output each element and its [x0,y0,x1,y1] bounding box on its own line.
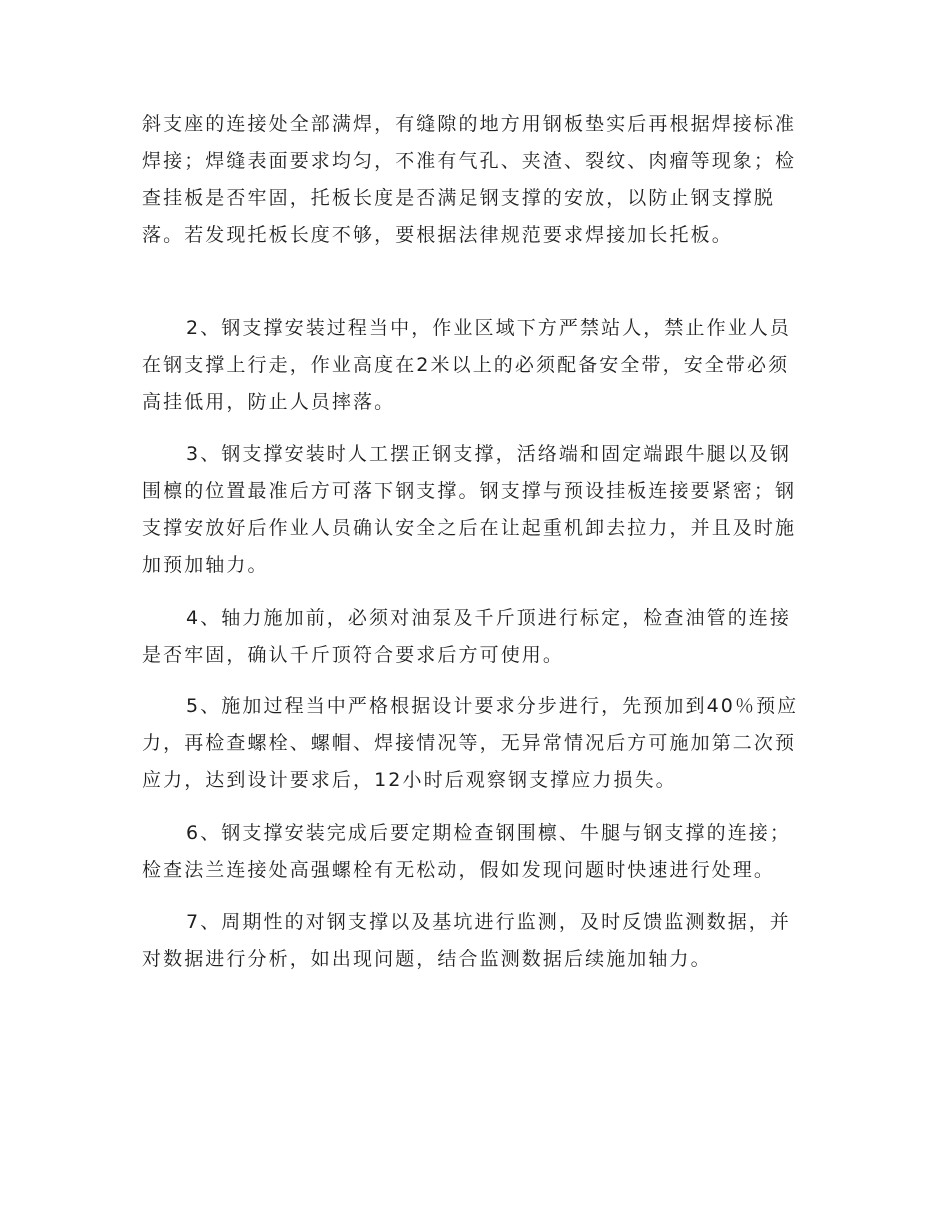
paragraph-item-4: 4、轴力施加前，必须对油泵及千斤顶进行标定，检查油管的连接是否牢固，确认千斤顶符合要求后方可使用。 [142,607,791,666]
paragraph-item-2: 2、钢支撑安装过程当中，作业区域下方严禁站人，禁止作业人员在钢支撑上行走，作业高度在2米以上的必须配备安全带，安全带必须高挂低用，防止人员摔落。 [142,317,791,413]
paragraph-item-6: 6、钢支撑安装完成后要定期检查钢围檩、牛腿与钢支撑的连接；检查法兰连接处高强螺栓有无松动，假如发现问题时快速进行处理。 [142,822,791,881]
paragraph-item-7: 7、周期性的对钢支撑以及基坑进行监测，及时反馈监测数据，并对数据进行分析，如出现问题，结合监测数据后续施加轴力。 [142,911,791,970]
paragraph-item-5: 5、施加过程当中严格根据设计要求分步进行，先预加到40％预应力，再检查螺栓、螺帽、焊接情况等，无异常情况后方可施加第二次预应力，达到设计要求后，12小时后观察钢支撑应力损失。 [142,695,799,791]
paragraph-continuation: 斜支座的连接处全部满焊，有缝隙的地方用钢板垫实后再根据焊接标准焊接；焊缝表面要求均匀，不准有气孔、夹渣、裂纹、肉瘤等现象；检查挂板是否牢固，托板长度是否满足钢支撑的安放，以防止钢支撑脱落。若发现托板长度不够，要根据法律规范要求焊接加长托板。 [142,113,797,246]
paragraph-item-3: 3、钢支撑安装时人工摆正钢支撑，活络端和固定端跟牛腿以及钢围檩的位置最准后方可落下钢支撑。钢支撑与预设挂板连接要紧密；钢支撑安放好后作业人员确认安全之后在让起重机卸去拉力，并且及时施加预加轴力。 [142,443,797,576]
